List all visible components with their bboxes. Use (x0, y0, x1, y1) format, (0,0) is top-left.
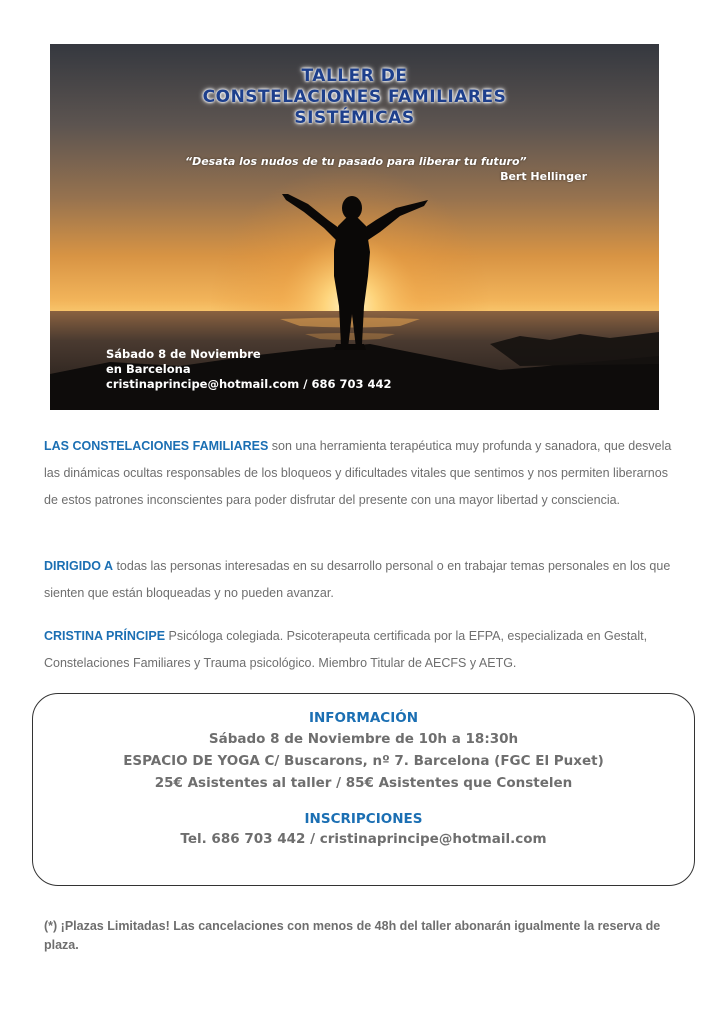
paragraph-lead: DIRIGIDO A (44, 559, 113, 573)
venue-line: ESPACIO DE YOGA C/ Buscarons, nº 7. Barcelona (FGC El Puxet) (123, 753, 604, 769)
hero-banner (50, 44, 659, 410)
paragraph-text: todas las personas interesadas en su desarrollo personal o en trabajar temas personales en los que sienten que están bloqueadas y no pueden avanzar. (44, 559, 671, 600)
hero-info-line: cristinaprincipe@hotmail.com / 686 703 442 (106, 377, 392, 391)
hero-info-line: Sábado 8 de Noviembre (106, 347, 261, 361)
paragraph-lead: CRISTINA PRÍNCIPE (44, 629, 166, 643)
hero-title-line: CONSTELACIONES FAMILIARES (202, 87, 507, 107)
info-heading: INFORMACIÓN (308, 710, 418, 726)
info-box (32, 693, 695, 886)
paragraph-cristina (44, 623, 672, 677)
paragraph-constelaciones (44, 433, 672, 514)
hero-title (50, 66, 659, 129)
paragraph-text: Psicóloga colegiada. Psicoterapeuta certificada por la EFPA, especializada en Gestalt, Constelaciones Familiares y Trauma psicológico. Miembro Titular de AECFS y AETG. (44, 629, 648, 670)
footnote: (*) ¡Plazas Limitadas! Las cancelaciones con menos de 48h del taller abonarán igualmente la reserva de plaza. (44, 919, 661, 952)
hero-info-line: en Barcelona (106, 362, 191, 376)
paragraph-text: son una herramienta terapéutica muy profunda y sanadora, que desvela las dinámicas ocultas responsables de los bloqueos y dificultades vitales que sentimos y nos permiten liberarnos de estos patrones inconscientes para poder disfrutar del presente con una mayor libertad y consciencia. (44, 439, 672, 507)
hero-event-info (106, 347, 392, 392)
hero-title-line: SISTÉMICAS (294, 108, 415, 128)
paragraph-dirigido (44, 553, 672, 607)
hero-quote-author: Bert Hellinger (500, 170, 587, 183)
hero-title-line: TALLER DE (301, 66, 408, 86)
paragraph-lead: LAS CONSTELACIONES FAMILIARES (44, 439, 269, 453)
contact-line: Tel. 686 703 442 / cristinaprincipe@hotmail.com (180, 831, 547, 847)
hero-quote: “Desata los nudos de tu pasado para liberar tu futuro” (185, 155, 527, 168)
date-line: Sábado 8 de Noviembre de 10h a 18:30h (208, 731, 519, 747)
signup-heading: INSCRIPCIONES (304, 811, 423, 827)
price-line: 25€ Asistentes al taller / 85€ Asistentes que Constelen (154, 775, 573, 791)
